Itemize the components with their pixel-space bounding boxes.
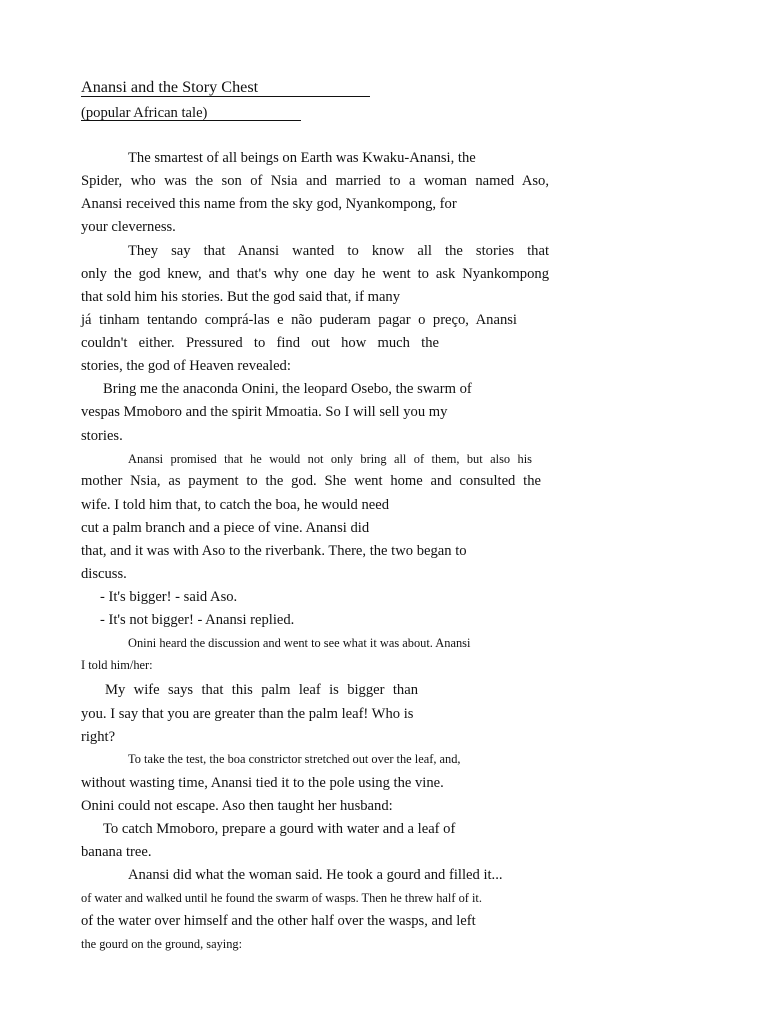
document-title: Anansi and the Story Chest — [81, 78, 259, 96]
text-line: without wasting time, Anansi tied it to the pole using the vine. — [81, 775, 444, 791]
text-line: stories. — [81, 428, 123, 444]
document-subtitle: (popular African tale) — [81, 105, 208, 121]
text-line: Anansi did what the woman said. He took a gourd and filled it... — [128, 867, 503, 883]
text-line: only the god knew, and that's why one day he went to ask Nyankompong — [81, 266, 549, 282]
text-line: Spider, who was the son of Nsia and married to a woman named Aso, — [81, 173, 549, 189]
text-line: couldn't either. Pressured to find out how much the — [81, 335, 439, 351]
text-line: They say that Anansi wanted to know all the stories that — [128, 243, 549, 259]
text-line: banana tree. — [81, 844, 152, 860]
text-line: Anansi promised that he would not only bring all of them, but also his — [128, 452, 532, 466]
text-line: vespas Mmoboro and the spirit Mmoatia. So I will sell you my — [81, 404, 448, 420]
text-line: the gourd on the ground, saying: — [81, 937, 243, 951]
text-line: Onini could not escape. Aso then taught her husband: — [81, 798, 393, 814]
text-line: - It's bigger! - said Aso. — [100, 589, 238, 605]
text-line: right? — [81, 729, 116, 745]
text-line: já tinham tentando comprá-las e não puderam pagar o preço, Anansi — [81, 312, 517, 328]
text-line: To catch Mmoboro, prepare a gourd with water and a leaf of — [103, 821, 456, 837]
text-line: My wife says that this palm leaf is bigger than — [105, 682, 418, 698]
title-underline — [81, 96, 370, 97]
text-line: The smartest of all beings on Earth was Kwaku-Anansi, the — [128, 150, 476, 166]
text-line: that, and it was with Aso to the riverbank. There, the two began to — [81, 543, 467, 559]
text-line: Anansi received this name from the sky god, Nyankompong, for — [81, 196, 457, 212]
text-line: I told him/her: — [81, 658, 153, 672]
text-line: discuss. — [81, 566, 127, 582]
text-line: of the water over himself and the other half over the wasps, and left — [81, 913, 476, 929]
subtitle-underline — [81, 120, 301, 121]
text-line: stories, the god of Heaven revealed: — [81, 358, 291, 374]
text-line: you. I say that you are greater than the palm leaf! Who is — [81, 706, 414, 722]
text-line: your cleverness. — [81, 219, 176, 235]
text-line: Bring me the anaconda Onini, the leopard Osebo, the swarm of — [103, 381, 472, 397]
text-line: - It's not bigger! - Anansi replied. — [100, 612, 295, 628]
text-line: mother Nsia, as payment to the god. She went home and consulted the — [81, 473, 541, 489]
text-line: Onini heard the discussion and went to see what it was about. Anansi — [128, 636, 471, 650]
text-line: of water and walked until he found the swarm of wasps. Then he threw half of it. — [81, 891, 482, 905]
text-line: that sold him his stories. But the god said that, if many — [81, 289, 401, 305]
text-line: To take the test, the boa constrictor stretched out over the leaf, and, — [128, 752, 461, 766]
text-line: cut a palm branch and a piece of vine. Anansi did — [81, 520, 370, 536]
text-line: wife. I told him that, to catch the boa, he would need — [81, 497, 390, 513]
